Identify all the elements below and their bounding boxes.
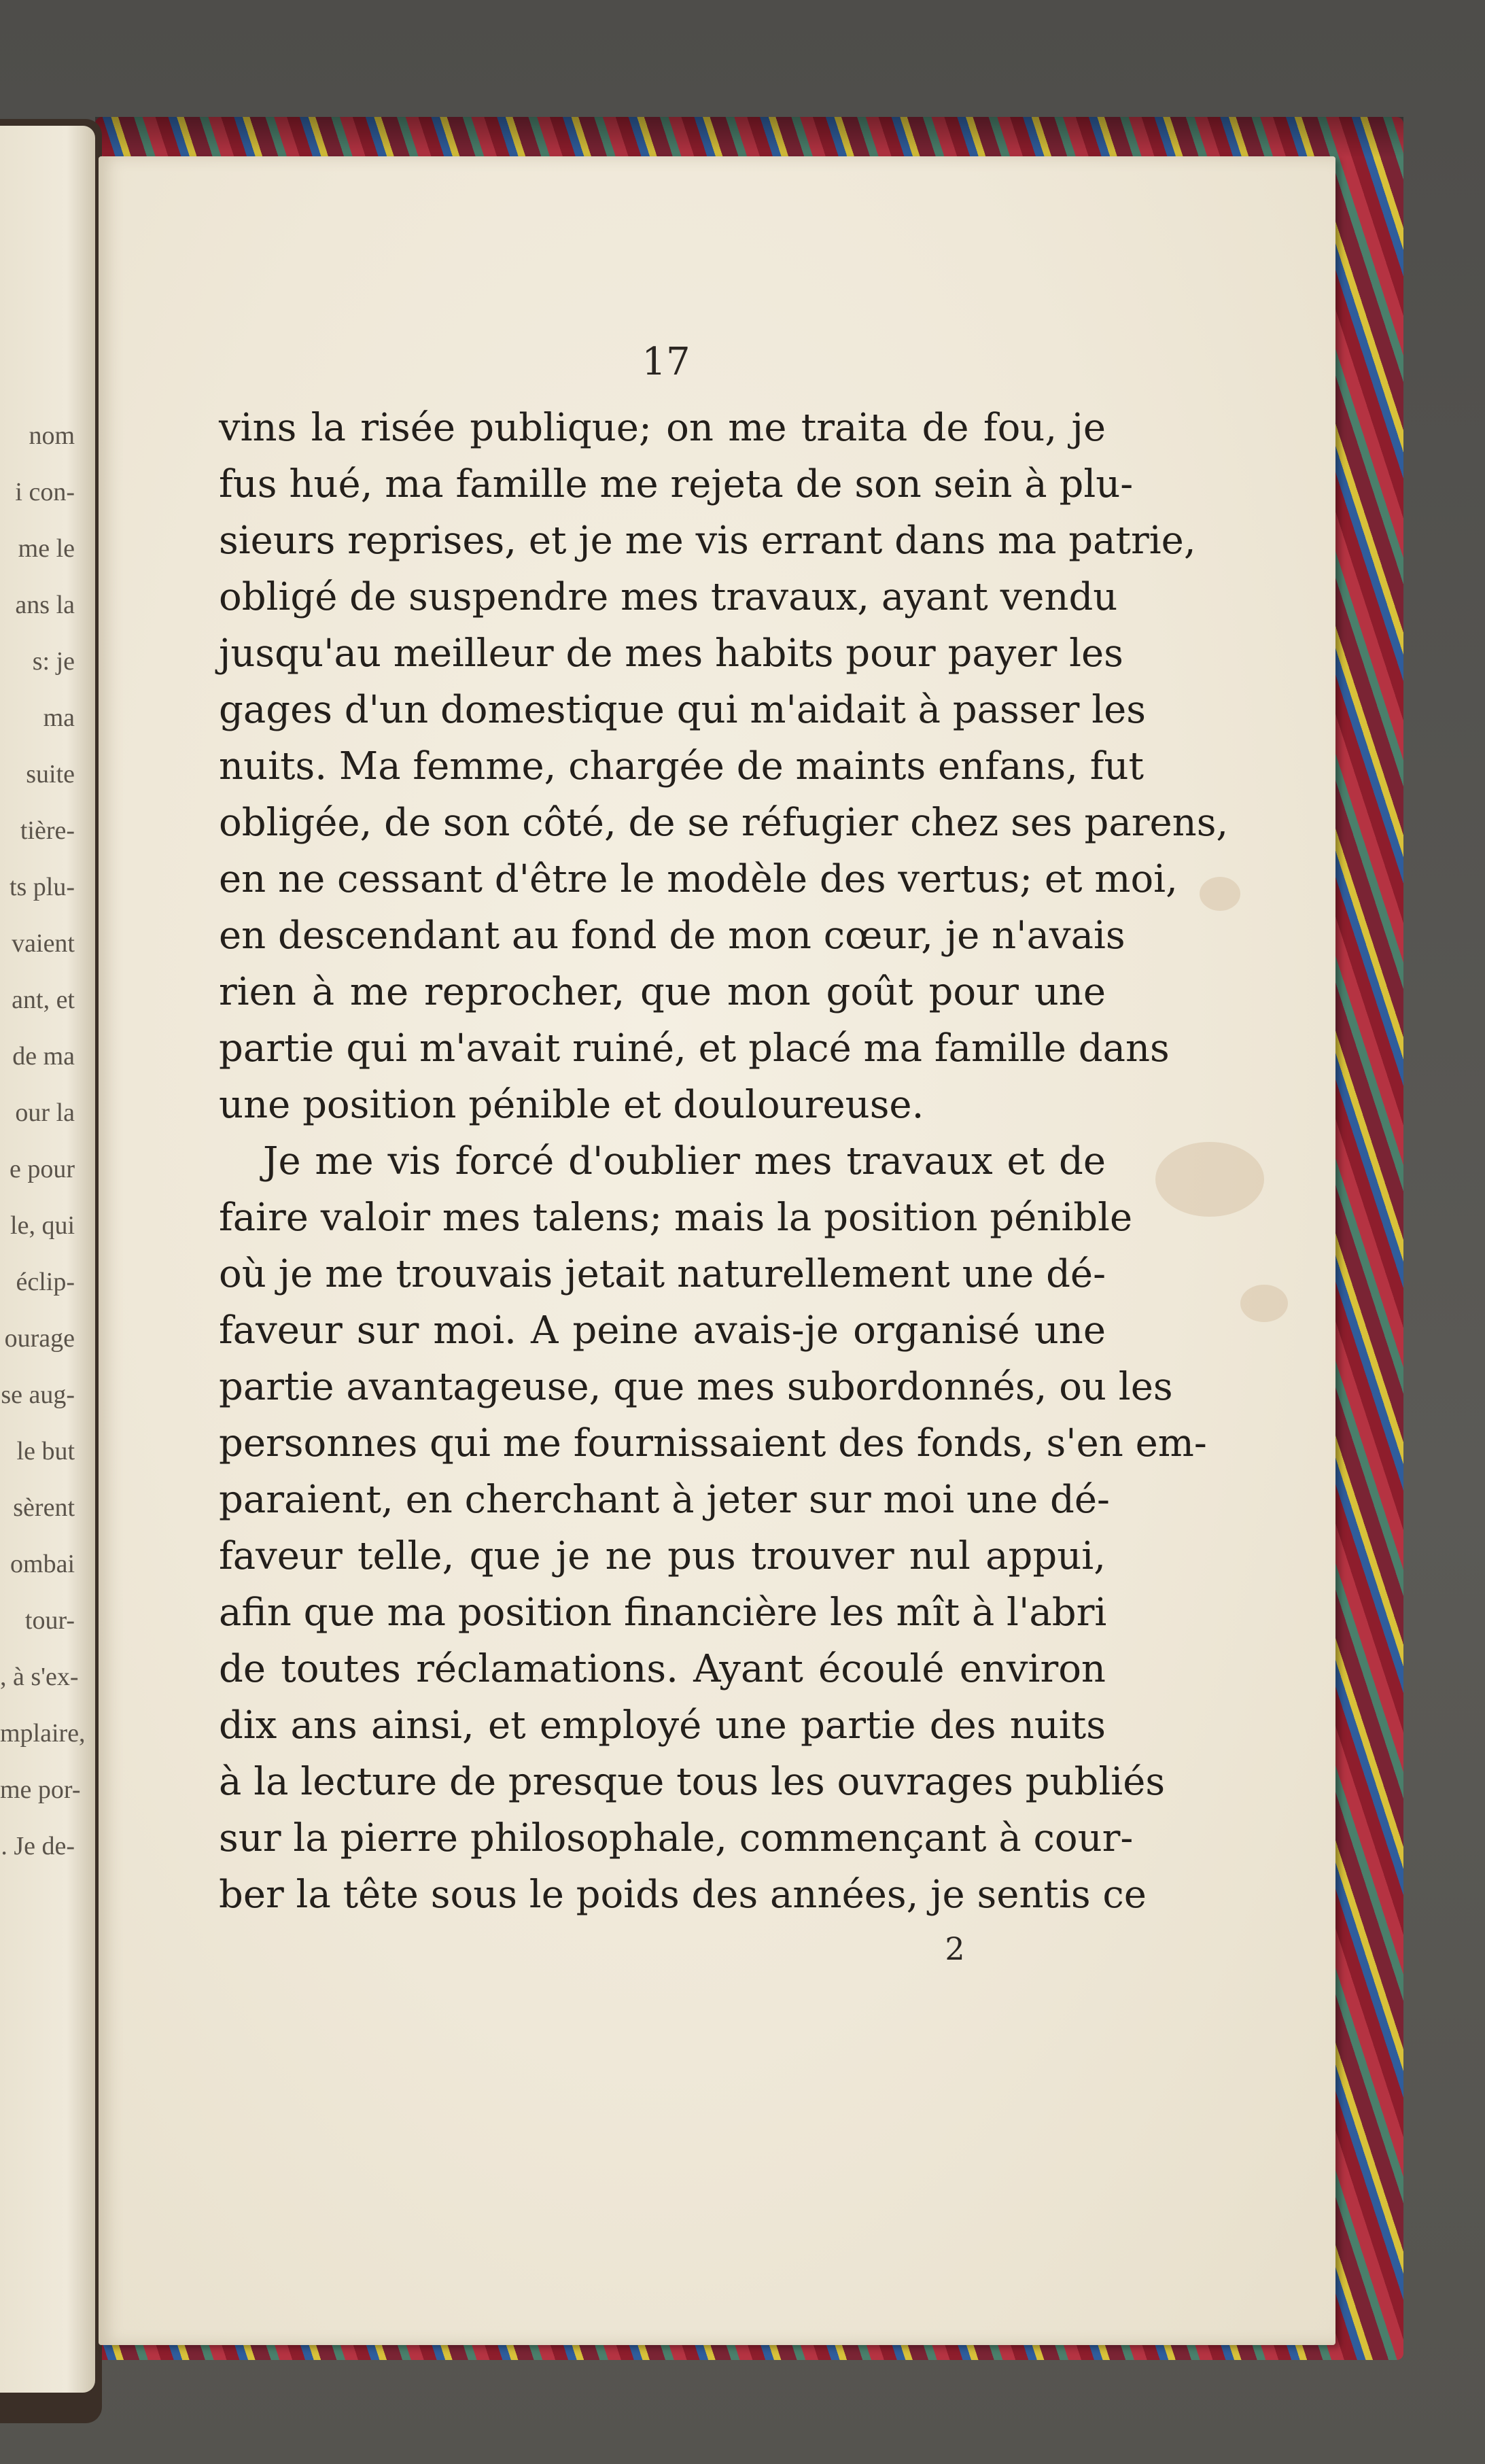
margin-fragment: vaient bbox=[12, 929, 75, 958]
text-line: Je me vis forcé d'oublier mes travaux et de bbox=[263, 1139, 1106, 1183]
text-line: afin que ma position financière les mît à l'abri bbox=[219, 1591, 1107, 1635]
margin-fragment: . Je de- bbox=[1, 1832, 75, 1860]
cover-shadow bbox=[95, 117, 1403, 158]
text-line: gages d'un domestique qui m'aidait à passer les bbox=[219, 688, 1147, 732]
margin-fragment: mplaire, bbox=[0, 1719, 86, 1748]
text-line: obligé de suspendre mes travaux, ayant vendu bbox=[219, 575, 1118, 619]
text-line: ber la tête sous le poids des années, je sentis ce bbox=[219, 1873, 1147, 1917]
text-line: paraient, en cherchant à jeter sur moi une dé- bbox=[219, 1478, 1110, 1522]
margin-fragment: sèrent bbox=[13, 1493, 75, 1522]
text-line: dix ans ainsi, et employé une partie des nuits bbox=[219, 1703, 1106, 1748]
text-line: partie qui m'avait ruiné, et placé ma famille dans bbox=[219, 1026, 1170, 1071]
margin-fragment: s: je bbox=[32, 647, 75, 676]
margin-fragment: de ma bbox=[12, 1042, 75, 1071]
text-line: où je me trouvais jetait naturellement une dé- bbox=[219, 1252, 1106, 1296]
margin-fragment: le, qui bbox=[10, 1211, 75, 1240]
text-line: jusqu'au meilleur de mes habits pour payer les bbox=[219, 631, 1123, 676]
text-line: fus hué, ma famille me rejeta de son sein à plu- bbox=[219, 462, 1134, 506]
text-line: à la lecture de presque tous les ouvrages publiés bbox=[219, 1760, 1166, 1804]
margin-fragment: i con- bbox=[15, 478, 75, 506]
body-text bbox=[219, 400, 1229, 1923]
text-line: sur la pierre philosophale, commençant à cour- bbox=[219, 1816, 1134, 1860]
margin-fragment: tour- bbox=[24, 1606, 75, 1635]
text-line: faveur sur moi. A peine avais-je organisé une bbox=[219, 1308, 1106, 1353]
previous-page-text-fragments bbox=[0, 408, 86, 1971]
text-line: personnes qui me fournissaient des fonds, s'en em- bbox=[219, 1421, 1207, 1465]
text-line: faire valoir mes talens; mais la position pénible bbox=[219, 1196, 1133, 1240]
margin-fragment: me le bbox=[18, 534, 75, 563]
text-line: en ne cessant d'être le modèle des vertus; et moi, bbox=[219, 857, 1178, 901]
margin-fragment: ans la bbox=[15, 591, 75, 619]
text-line: faveur telle, que je ne pus trouver nul appui, bbox=[219, 1534, 1106, 1578]
margin-fragment: tière- bbox=[20, 816, 75, 845]
margin-fragment: e pour bbox=[9, 1155, 75, 1183]
text-line: rien à me reprocher, que mon goût pour une bbox=[219, 970, 1106, 1014]
margin-fragment: ts plu- bbox=[9, 873, 75, 901]
margin-fragment: le but bbox=[16, 1437, 75, 1465]
margin-fragment: se aug- bbox=[1, 1381, 75, 1409]
text-line: partie avantageuse, que mes subordonnés, ou les bbox=[219, 1365, 1173, 1409]
margin-fragment: ant, et bbox=[12, 986, 75, 1014]
margin-fragment: éclip- bbox=[16, 1268, 75, 1296]
margin-fragment: ma bbox=[43, 704, 75, 732]
foxing-stain bbox=[1240, 1285, 1288, 1322]
signature-mark: 2 bbox=[945, 1930, 965, 1967]
margin-fragment: me por- bbox=[0, 1775, 81, 1804]
margin-fragment: suite bbox=[26, 760, 75, 788]
page-number: 17 bbox=[642, 340, 691, 384]
foxing-stain bbox=[1155, 1142, 1264, 1217]
margin-fragment: ombai bbox=[10, 1550, 75, 1578]
foxing-stain bbox=[1200, 877, 1240, 911]
margin-fragment: nom bbox=[29, 421, 75, 450]
text-line: une position pénible et douloureuse. bbox=[219, 1083, 924, 1127]
margin-fragment: , à s'ex- bbox=[0, 1663, 79, 1691]
margin-fragment: our la bbox=[15, 1098, 75, 1127]
text-line: sieurs reprises, et je me vis errant dans ma patrie, bbox=[219, 519, 1196, 563]
margin-fragment: ourage bbox=[4, 1324, 75, 1353]
text-line: en descendant au fond de mon cœur, je n'avais bbox=[219, 914, 1125, 958]
text-line: vins la risée publique; on me traita de fou, je bbox=[219, 406, 1106, 450]
text-line: obligée, de son côté, de se réfugier chez ses parens, bbox=[219, 801, 1229, 845]
text-line: de toutes réclamations. Ayant écoulé environ bbox=[219, 1647, 1106, 1691]
text-line: nuits. Ma femme, chargée de maints enfans, fut bbox=[219, 744, 1145, 788]
